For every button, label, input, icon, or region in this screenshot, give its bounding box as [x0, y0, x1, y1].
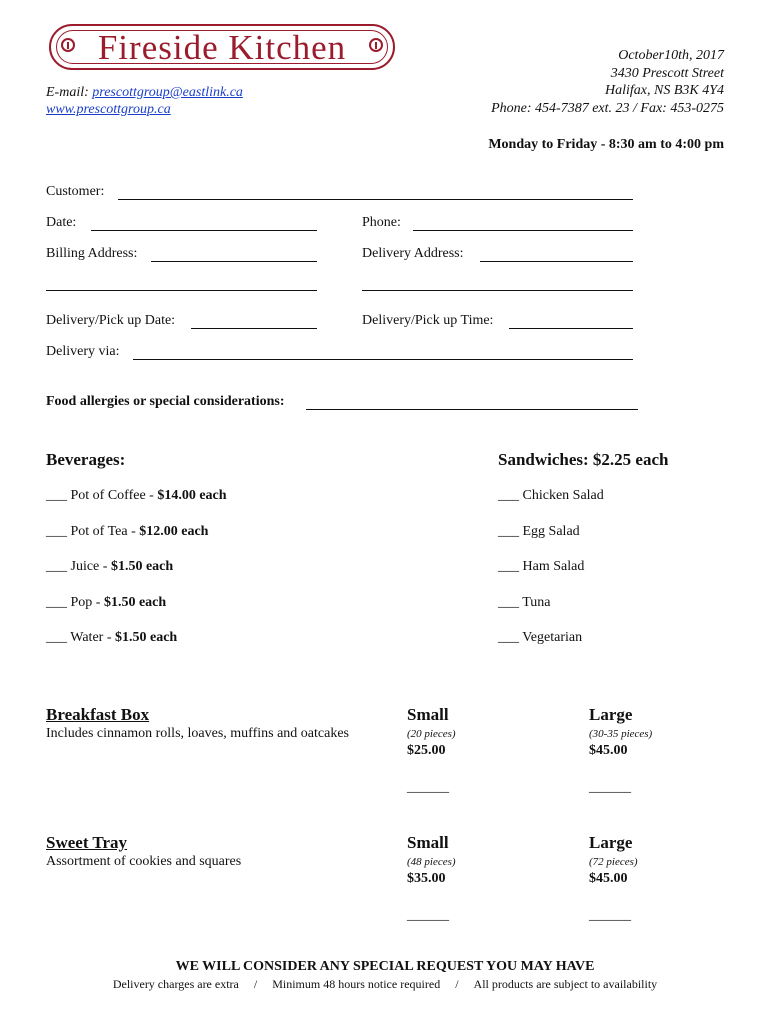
- pickup-time-field[interactable]: [509, 328, 633, 329]
- sweet-tray-desc: Assortment of cookies and squares: [46, 854, 242, 869]
- document-date: October10th, 2017: [618, 48, 724, 63]
- date-label: Date:: [46, 215, 77, 230]
- contact-info: [46, 84, 243, 118]
- business-hours: Monday to Friday - 8:30 am to 4:00 pm: [488, 137, 724, 152]
- breakfast-large-label: Large: [589, 705, 633, 724]
- delivery-address-label: Delivery Address:: [362, 246, 464, 261]
- allergies-label: Food allergies or special considerations:: [46, 394, 285, 409]
- breakfast-large-pieces: (30-35 pieces): [589, 728, 653, 740]
- date-field[interactable]: [91, 230, 317, 231]
- sweet-small-pieces: (48 pieces): [407, 856, 456, 868]
- email-link[interactable]: prescottgroup@eastlink.ca: [92, 85, 243, 100]
- delivery-address-field-2[interactable]: [362, 290, 633, 291]
- logo-text: Fireside Kitchen: [97, 28, 347, 67]
- delivery-via-field[interactable]: [133, 359, 633, 360]
- logo-ornament-right-icon: [369, 38, 383, 52]
- breakfast-small-qty[interactable]: ______: [407, 780, 449, 795]
- sweet-tray-title: Sweet Tray: [46, 833, 128, 852]
- phone-label: Phone:: [362, 215, 401, 230]
- footer-note-notice: Minimum 48 hours notice required: [272, 977, 441, 991]
- beverage-item[interactable]: ___ Juice - $1.50 each: [46, 559, 174, 574]
- beverage-item[interactable]: ___ Water - $1.50 each: [46, 630, 178, 645]
- logo: [49, 24, 395, 70]
- footer-headline: WE WILL CONSIDER ANY SPECIAL REQUEST YOU MAY HAVE: [175, 959, 595, 974]
- pickup-time-label: Delivery/Pick up Time:: [362, 313, 494, 328]
- customer-label: Customer:: [46, 184, 105, 199]
- sweet-large-pieces: (72 pieces): [589, 856, 638, 868]
- pickup-date-field[interactable]: [191, 328, 317, 329]
- footer-notes: [0, 977, 770, 992]
- beverages-title: Beverages:: [46, 450, 126, 469]
- allergies-field[interactable]: [306, 409, 638, 410]
- beverage-item[interactable]: ___ Pot of Tea - $12.00 each: [46, 524, 209, 539]
- billing-address-field-2[interactable]: [46, 290, 317, 291]
- sandwich-item[interactable]: ___ Vegetarian: [498, 630, 583, 645]
- sandwich-item[interactable]: ___ Tuna: [498, 595, 551, 610]
- sweet-large-price: $45.00: [589, 871, 628, 886]
- phone-field[interactable]: [413, 230, 633, 231]
- sweet-large-label: Large: [589, 833, 633, 852]
- breakfast-small-label: Small: [407, 705, 449, 724]
- footer-separator: /: [253, 977, 258, 991]
- billing-address-label: Billing Address:: [46, 246, 138, 261]
- website-link[interactable]: www.prescottgroup.ca: [46, 102, 171, 117]
- sweet-small-price: $35.00: [407, 871, 446, 886]
- beverage-item[interactable]: ___ Pop - $1.50 each: [46, 595, 167, 610]
- footer-separator: /: [455, 977, 459, 991]
- sweet-small-label: Small: [407, 833, 449, 852]
- sandwich-item[interactable]: ___ Chicken Salad: [498, 488, 604, 503]
- city-address: Halifax, NS B3K 4Y4: [604, 83, 724, 98]
- beverage-item[interactable]: ___ Pot of Coffee - $14.00 each: [46, 488, 227, 503]
- billing-address-field[interactable]: [151, 261, 317, 262]
- breakfast-small-price: $25.00: [407, 743, 446, 758]
- sandwich-item[interactable]: ___ Egg Salad: [498, 524, 580, 539]
- phone-fax: Phone: 454-7387 ext. 23 / Fax: 453-0275: [491, 100, 724, 116]
- address-block: [491, 47, 724, 117]
- breakfast-large-price: $45.00: [589, 743, 628, 758]
- sandwich-item[interactable]: ___ Ham Salad: [498, 559, 585, 574]
- breakfast-small-pieces: (20 pieces): [407, 728, 456, 740]
- delivery-via-label: Delivery via:: [46, 344, 120, 359]
- breakfast-box-desc: Includes cinnamon rolls, loaves, muffins and oatcakes: [46, 726, 349, 741]
- email-label: E-mail:: [46, 85, 89, 100]
- footer-note-delivery: Delivery charges are extra: [112, 977, 239, 991]
- street-address: 3430 Prescott Street: [610, 65, 724, 81]
- footer-note-availability: All products are subject to availability: [473, 977, 658, 991]
- delivery-address-field[interactable]: [480, 261, 633, 262]
- breakfast-box-title: Breakfast Box: [46, 705, 150, 724]
- pickup-date-label: Delivery/Pick up Date:: [46, 313, 176, 328]
- breakfast-large-qty[interactable]: ______: [589, 780, 631, 795]
- sandwiches-title: Sandwiches: $2.25 each: [498, 450, 669, 469]
- logo-ornament-left-icon: [61, 38, 75, 52]
- sweet-small-qty[interactable]: ______: [407, 908, 449, 923]
- customer-field[interactable]: [118, 199, 633, 200]
- sweet-large-qty[interactable]: ______: [589, 908, 631, 923]
